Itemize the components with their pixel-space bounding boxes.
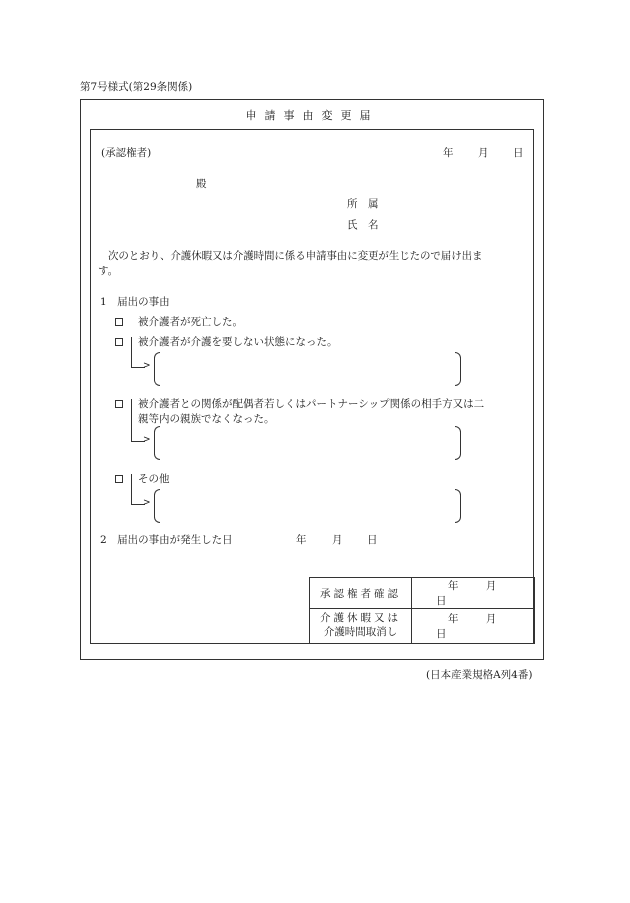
option-2-bracket-left	[154, 352, 160, 386]
option-3-bracket-right	[455, 426, 461, 460]
form-number: 第7号様式(第29条関係)	[80, 81, 193, 93]
approver-confirm-label: 承認権者確認	[310, 578, 412, 609]
section1-heading: 1 届出の事由	[100, 296, 170, 308]
name-label: 氏 名	[347, 219, 379, 231]
section2-day: 日	[367, 534, 378, 546]
option-4-bracket-left	[154, 489, 160, 523]
option-4-checkbox[interactable]	[115, 475, 123, 483]
option-2-connector	[131, 337, 132, 367]
intro-text-line2: す。	[98, 265, 119, 277]
option-3-checkbox[interactable]	[115, 400, 123, 408]
option-1-checkbox[interactable]	[115, 318, 123, 326]
option-4-label: その他	[138, 473, 170, 485]
section2-year: 年	[296, 534, 307, 546]
recipient-suffix: 殿	[196, 178, 207, 190]
recipient-label: (承認権者)	[101, 147, 152, 159]
date-day: 日	[513, 147, 524, 159]
paper-size-footer: (日本産業規格A列4番)	[426, 669, 533, 681]
option-3-arrow-icon: >	[143, 435, 151, 445]
option-4-connector	[131, 474, 132, 504]
intro-text-line1: 次のとおり、介護休暇又は介護時間に係る申請事由に変更が生じたので届け出ま	[108, 250, 483, 262]
inner-frame	[90, 129, 534, 644]
option-2-checkbox[interactable]	[115, 338, 123, 346]
date-year: 年	[443, 147, 454, 159]
option-3-bracket-left	[154, 426, 160, 460]
cancellation-label: 介護休暇又は 介護時間取消し	[310, 609, 412, 644]
option-3-label-line2: 親等内の親族でなくなった。	[138, 413, 275, 425]
date-month: 月	[478, 147, 489, 159]
option-4-bracket-right	[455, 489, 461, 523]
option-2-label: 被介護者が介護を要しない状態になった。	[138, 336, 338, 348]
affiliation-label: 所 属	[347, 198, 379, 210]
option-1-label: 被介護者が死亡した。	[138, 316, 243, 328]
option-2-arrow-icon: >	[143, 361, 151, 371]
option-3-connector	[131, 399, 132, 441]
approver-confirm-date[interactable]: 年 月 日	[412, 578, 535, 609]
document-title: 申請事由変更届	[245, 109, 379, 122]
option-2-bracket-right	[455, 352, 461, 386]
section2-month: 月	[332, 534, 343, 546]
cancellation-date[interactable]: 年 月 日	[412, 609, 535, 644]
option-4-arrow-icon: >	[143, 498, 151, 508]
option-3-label: 被介護者との関係が配偶者若しくはパートナーシップ関係の相手方又は二	[138, 398, 485, 410]
section2-heading: 2 届出の事由が発生した日	[100, 534, 233, 546]
confirmation-table	[309, 577, 535, 644]
